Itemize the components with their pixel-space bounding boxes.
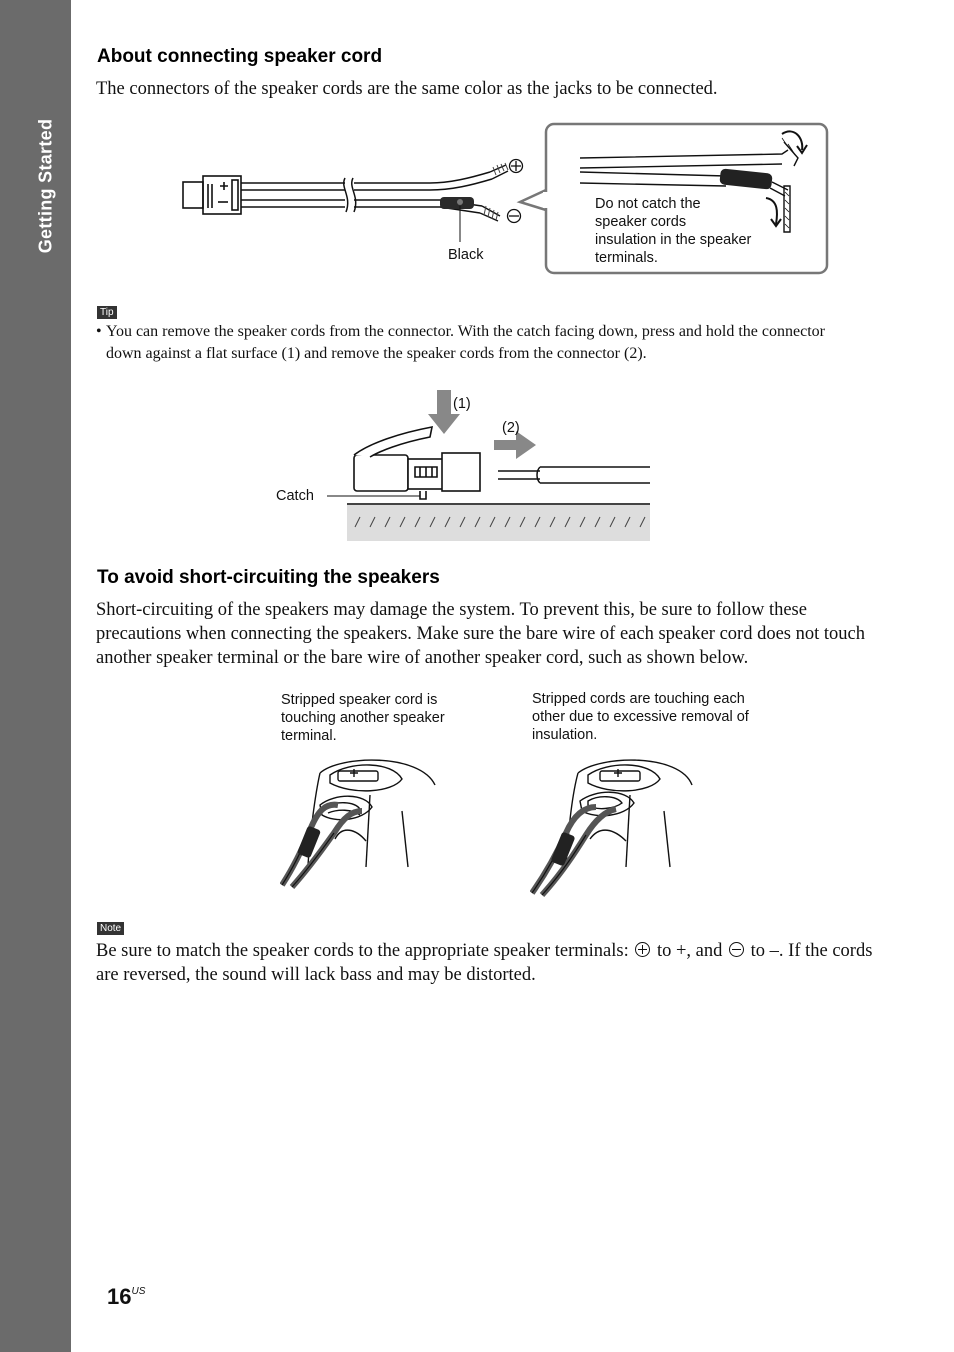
catch-label: Catch [276, 488, 314, 504]
connector-icon [354, 427, 480, 499]
speaker-cord-figure [170, 120, 840, 280]
step-1-label: (1) [453, 396, 471, 412]
right-caption-line-1: Stripped cords are touching each [532, 691, 745, 707]
page-number [107, 1284, 145, 1310]
section-heading-short-circuit: To avoid short-circuiting the speakers [97, 567, 440, 588]
cords-touching-figure [530, 755, 700, 900]
speaker-terminal-icon [308, 760, 435, 867]
plus-circle-icon [635, 942, 650, 957]
sidebar [0, 0, 71, 1352]
note-badge: Note [97, 922, 124, 935]
tip-paragraph [96, 321, 896, 365]
black-sleeve [440, 197, 474, 209]
connector-icon [183, 176, 241, 214]
right-caption-line-3: insulation. [532, 727, 598, 743]
page-region: US [131, 1286, 146, 1297]
note-text-b: to +, and [656, 941, 723, 961]
bullet: • [96, 323, 102, 340]
right-caption-line-2: other due to excessive removal of [532, 709, 749, 725]
callout-line-2: speaker cords [595, 214, 687, 230]
note-line-1 [96, 939, 872, 963]
callout-line-3: insulation in the speaker [595, 232, 752, 248]
tip-badge: Tip [97, 306, 117, 319]
short-circuit-line-3: another speaker terminal or the bare wire of another speaker cord, such as shown below. [96, 648, 749, 668]
black-cord-label: Black [448, 247, 484, 263]
note-text-a: Be sure to match the speaker cords to the appropriate speaker terminals: [96, 941, 629, 961]
left-caption-line-1: Stripped speaker cord is [281, 692, 438, 708]
minus-circle-icon [729, 942, 744, 957]
short-circuit-line-2: precautions when connecting the speakers. Make sure the bare wire of each speaker cord does not touch [96, 624, 865, 644]
short-circuit-line-1: Short-circuiting of the speakers may damage the system. To prevent this, be sure to follow these [96, 600, 807, 620]
callout-line-1: Do not catch the [595, 196, 701, 212]
minus-marker-icon [508, 210, 521, 223]
tip-line-1: You can remove the speaker cords from the connector. With the catch facing down, press and hold the connector [106, 323, 825, 340]
tip-line-2: down against a flat surface (1) and remove the speaker cords from the connector (2). [106, 345, 647, 362]
intro-paragraph: The connectors of the speaker cords are the same color as the jacks to be connected. [96, 79, 718, 99]
speaker-terminal-icon [566, 760, 692, 867]
note-text-c: to –. If the cords [750, 941, 873, 961]
callout-line-4: terminals. [595, 250, 658, 266]
note-line-2: are reversed, the sound will lack bass and may be distorted. [96, 965, 536, 985]
left-caption-line-3: terminal. [281, 728, 337, 744]
left-caption-line-2: touching another speaker [281, 710, 445, 726]
terminal-touching-figure [280, 755, 440, 890]
section-heading-connecting-cord: About connecting speaker cord [97, 46, 383, 67]
plus-marker-icon [510, 160, 523, 173]
page-number-value: 16 [107, 1284, 132, 1309]
step-2-label: (2) [502, 420, 520, 436]
section-tab-label: Getting Started [35, 118, 56, 254]
connector-removal-figure [320, 385, 660, 545]
